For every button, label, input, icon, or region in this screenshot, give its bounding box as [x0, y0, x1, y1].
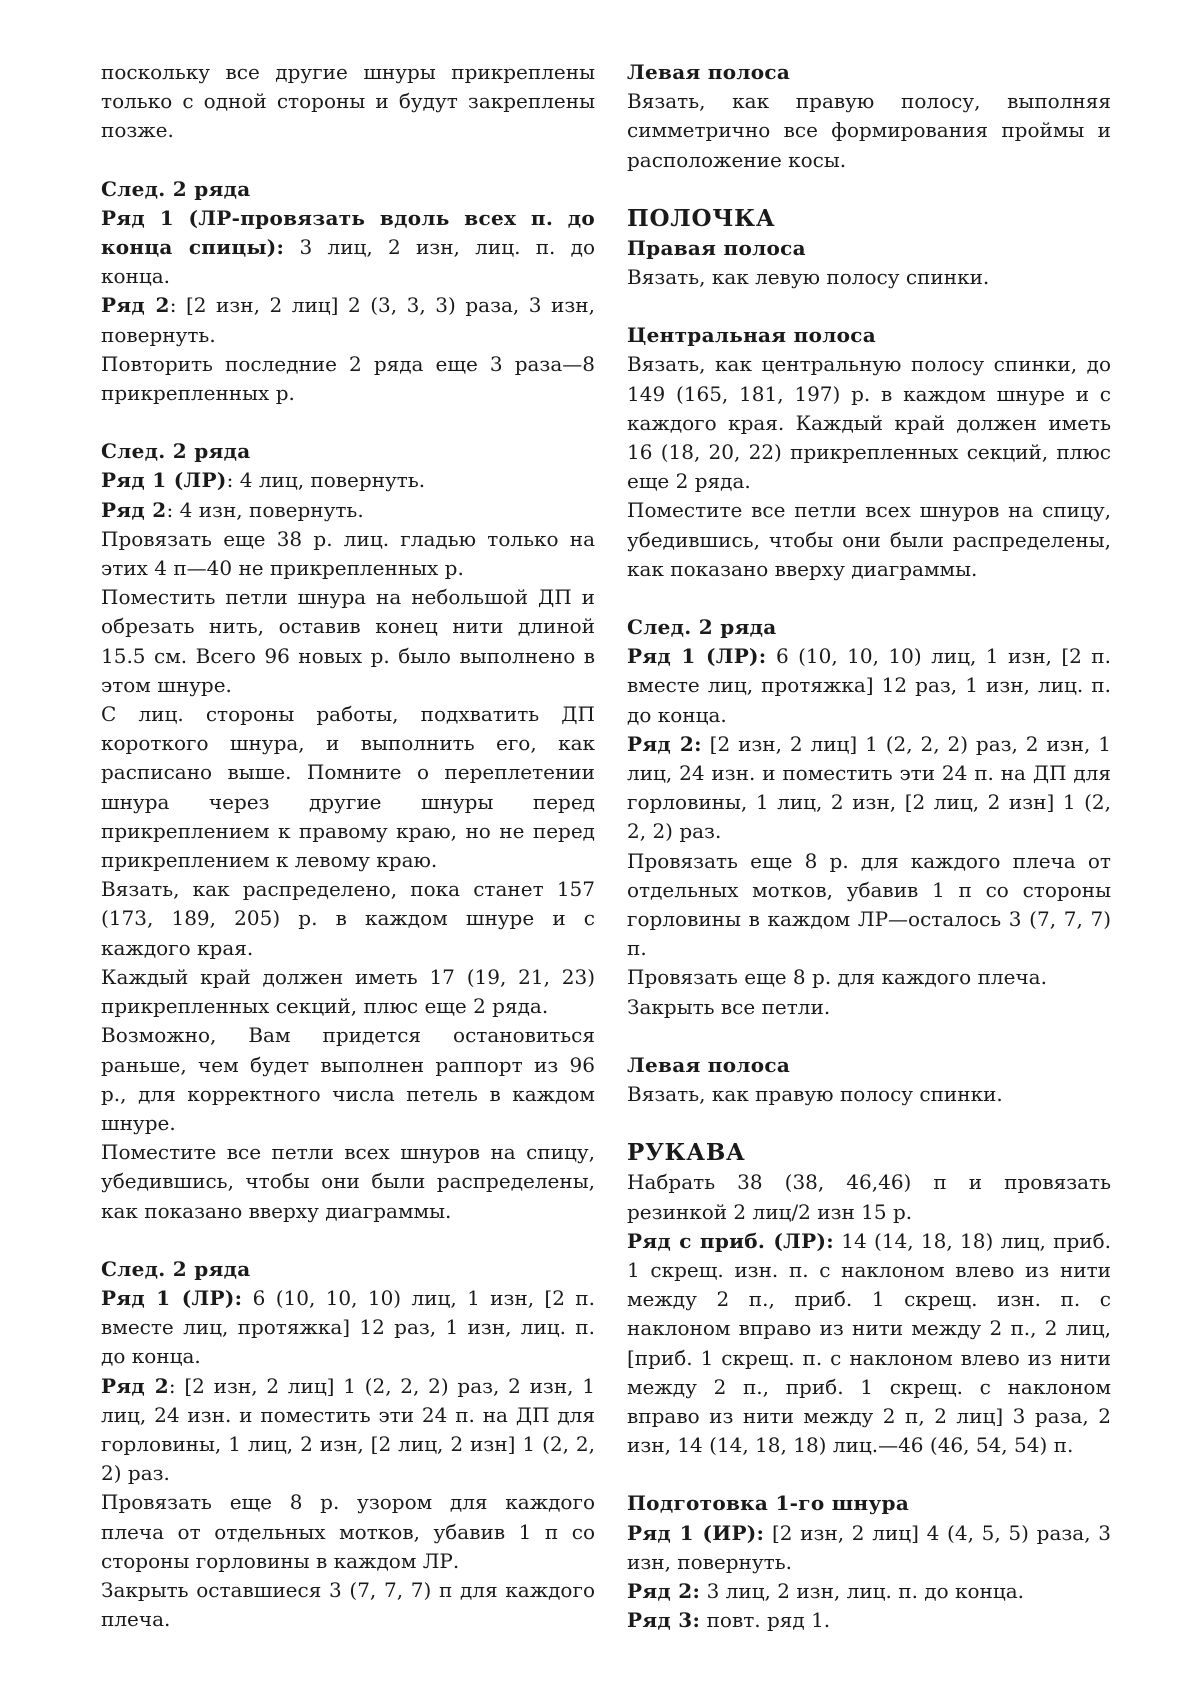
paragraph: Поместить петли шнура на небольшой ДП и обрезать нить, оставив конец нити длиной 15.5 см. Всего 96 новых р. было выполнено в этом шнуре.: [101, 585, 595, 697]
left-column: [101, 58, 595, 1634]
spacer: [101, 146, 595, 175]
paragraph: Поместите все петли всех шнуров на спицу, убедившись, чтобы они были распределены, как показано вверху диаграммы.: [101, 1140, 595, 1223]
row-instruction: [101, 291, 595, 349]
row-text: 6 (10, 10, 10) лиц, 1 изн, [2 п. вместе лиц, протяжка] 12 раз, 1 изн, лиц. п. до конца.: [101, 1285, 595, 1369]
row-instruction: [627, 1606, 1111, 1635]
row-text: : [2 изн, 2 лиц] 2 (3, 3, 3) раза, 3 изн, повернуть.: [101, 293, 595, 347]
section-heading: Левая полоса: [627, 1052, 791, 1077]
row-text: 3 лиц, 2 изн, лиц. п. до конца.: [700, 1578, 1025, 1603]
row-instruction: [101, 496, 595, 525]
section-heading: След. 2 ряда: [101, 176, 251, 201]
section-heading: След. 2 ряда: [627, 615, 777, 640]
row-label: Ряд 1 (ЛР):: [627, 644, 767, 669]
paragraph: С лиц. стороны работы, подхватить ДП короткого шнура, и выполнить его, как расписано выше. Помните о переплетении шнура через другие шнуры перед прикреплением к правому краю, но не перед прикреплением к левому краю.: [101, 702, 595, 873]
row-instruction: [627, 1519, 1111, 1577]
row-text: 14 (14, 18, 18) лиц, приб. 1 скрещ. изн. п. с наклоном влево из нити между 2 п., приб. 1 скрещ. изн. п. с наклоном вправо из нити между 2 п., 2 лиц, [приб. 1 скрещ. п. с наклоном влево из нити между 2 п., приб. 1 скрещ. с наклоном вправо из нити между 2 п, 2 лиц] 3 раза, 2 изн, 14 (14, 18, 18) лиц.—46 (46, 54, 54) п.: [627, 1228, 1111, 1458]
spacer: [101, 408, 595, 437]
row-label: Ряд 2: [101, 293, 170, 318]
row-text: [2 изн, 2 лиц] 1 (2, 2, 2) раз, 2 изн, 1 лиц, 24 изн. и поместить эти 24 п. на ДП для горловины, 1 лиц, 2 изн, [2 лиц, 2 изн] 1 (2, 2, 2) раз.: [627, 731, 1111, 844]
paragraph: поскольку все другие шнуры прикреплены только с одной стороны и будут закреплены позже.: [101, 60, 595, 143]
paragraph: Вязать, как левую полосу спинки.: [627, 265, 990, 290]
row-text: [2 изн, 2 лиц] 4 (4, 5, 5) раза, 3 изн, повернуть.: [627, 1520, 1112, 1574]
row-instruction: [627, 1227, 1111, 1461]
row-text: : [2 изн, 2 лиц] 1 (2, 2, 2) раз, 2 изн, 1 лиц, 24 изн. и поместить эти 24 п. на ДП для горловины, 1 лиц, 2 изн, [2 лиц, 2 изн] 1 (2, 2, 2) раз.: [101, 1373, 595, 1486]
row-instruction: [627, 642, 1111, 730]
row-label: Ряд 2:: [627, 731, 702, 756]
row-label: Ряд 2:: [627, 1578, 701, 1603]
spacer: [627, 1109, 1111, 1138]
chapter-heading: ПОЛОЧКА: [627, 204, 776, 232]
spacer: [627, 584, 1111, 613]
section-heading: След. 2 ряда: [101, 439, 251, 464]
paragraph: Закрыть оставшиеся 3 (7, 7, 7) п для каждого плеча.: [101, 1577, 595, 1632]
row-instruction: [101, 204, 595, 292]
row-instruction: [101, 1372, 595, 1489]
row-label: Ряд 3:: [627, 1608, 701, 1633]
paragraph: Поместите все петли всех шнуров на спицу, убедившись, чтобы они были распределены, как показано вверху диаграммы.: [627, 498, 1111, 581]
row-instruction: [627, 730, 1111, 847]
spacer: [627, 1460, 1111, 1489]
right-column: [627, 58, 1111, 1635]
paragraph: Вязать, как центральную полосу спинки, до 149 (165, 181, 197) р. в каждом шнуре и с каждого края. Каждый край должен иметь 16 (18, 20, 22) прикрепленных секций, плюс еще 2 ряда.: [627, 352, 1111, 494]
row-label: Ряд 2: [101, 497, 167, 522]
paragraph: Провязать еще 8 р. для каждого плеча от отдельных мотков, убавив 1 п со стороны горловины в каждом ЛР—осталось 3 (7, 7, 7) п.: [627, 848, 1111, 961]
spacer: [627, 175, 1111, 204]
paragraph: Вязать, как правую полосу спинки.: [627, 1082, 1003, 1107]
row-instruction: [627, 1577, 1111, 1606]
spacer: [627, 292, 1111, 321]
paragraph: Каждый край должен иметь 17 (19, 21, 23) прикрепленных секций, плюс еще 2 ряда.: [101, 964, 595, 1019]
row-label: Ряд 2: [101, 1373, 169, 1398]
section-heading: Левая полоса: [627, 60, 791, 84]
row-text: : 4 изн, повернуть.: [166, 497, 364, 522]
row-label: Ряд 1 (ЛР):: [101, 1285, 243, 1310]
spacer: [627, 1022, 1111, 1051]
section-heading: Подготовка 1-го шнура: [627, 1491, 910, 1516]
row-label: Ряд 1 (ИР):: [627, 1520, 765, 1545]
row-label: Ряд 1 (ЛР-провязать вдоль всех п. до конца спицы):: [101, 205, 595, 260]
row-text: 3 лиц, 2 изн, лиц. п. до конца.: [101, 235, 595, 289]
paragraph: Провязать еще 8 р. для каждого плеча.: [627, 965, 1047, 990]
chapter-heading: РУКАВА: [627, 1139, 746, 1167]
row-text: повт. ряд 1.: [700, 1608, 831, 1633]
section-heading: Центральная полоса: [627, 323, 876, 348]
paragraph: Закрыть все петли.: [627, 994, 831, 1019]
paragraph: Вязать, как распределено, пока станет 157 (173, 189, 205) р. в каждом шнуре и с каждого края.: [101, 877, 595, 960]
paragraph: Возможно, Вам придется остановиться раньше, чем будет выполнен раппорт из 96 р., для корректного числа петель в каждом шнуре.: [101, 1023, 595, 1135]
row-text: 6 (10, 10, 10) лиц, 1 изн, [2 п. вместе лиц, протяжка] 12 раз, 1 изн, лиц. п. до конца.: [627, 644, 1111, 727]
section-heading: След. 2 ряда: [101, 1256, 251, 1281]
row-text: : 4 лиц, повернуть.: [226, 468, 426, 493]
paragraph: Провязать еще 38 р. лиц. гладью только на этих 4 п—40 не прикрепленных р.: [101, 526, 595, 581]
paragraph: Повторить последние 2 ряда еще 3 раза—8 прикрепленных р.: [101, 351, 595, 406]
paragraph: Провязать еще 8 р. узором для каждого плеча от отдельных мотков, убавив 1 п со стороны горловины в каждом ЛР.: [101, 1490, 595, 1573]
paragraph: Вязать, как правую полосу, выполняя симметрично все формирования проймы и расположение косы.: [627, 89, 1111, 172]
spacer: [101, 1226, 595, 1255]
row-label: Ряд с приб. (ЛР):: [627, 1228, 834, 1253]
section-heading: Правая полоса: [627, 235, 806, 260]
row-instruction: [101, 466, 595, 495]
paragraph: Набрать 38 (38, 46,46) п и провязать резинкой 2 лиц/2 изн 15 р.: [627, 1170, 1111, 1224]
row-label: Ряд 1 (ЛР): [101, 468, 227, 493]
row-instruction: [101, 1284, 595, 1372]
